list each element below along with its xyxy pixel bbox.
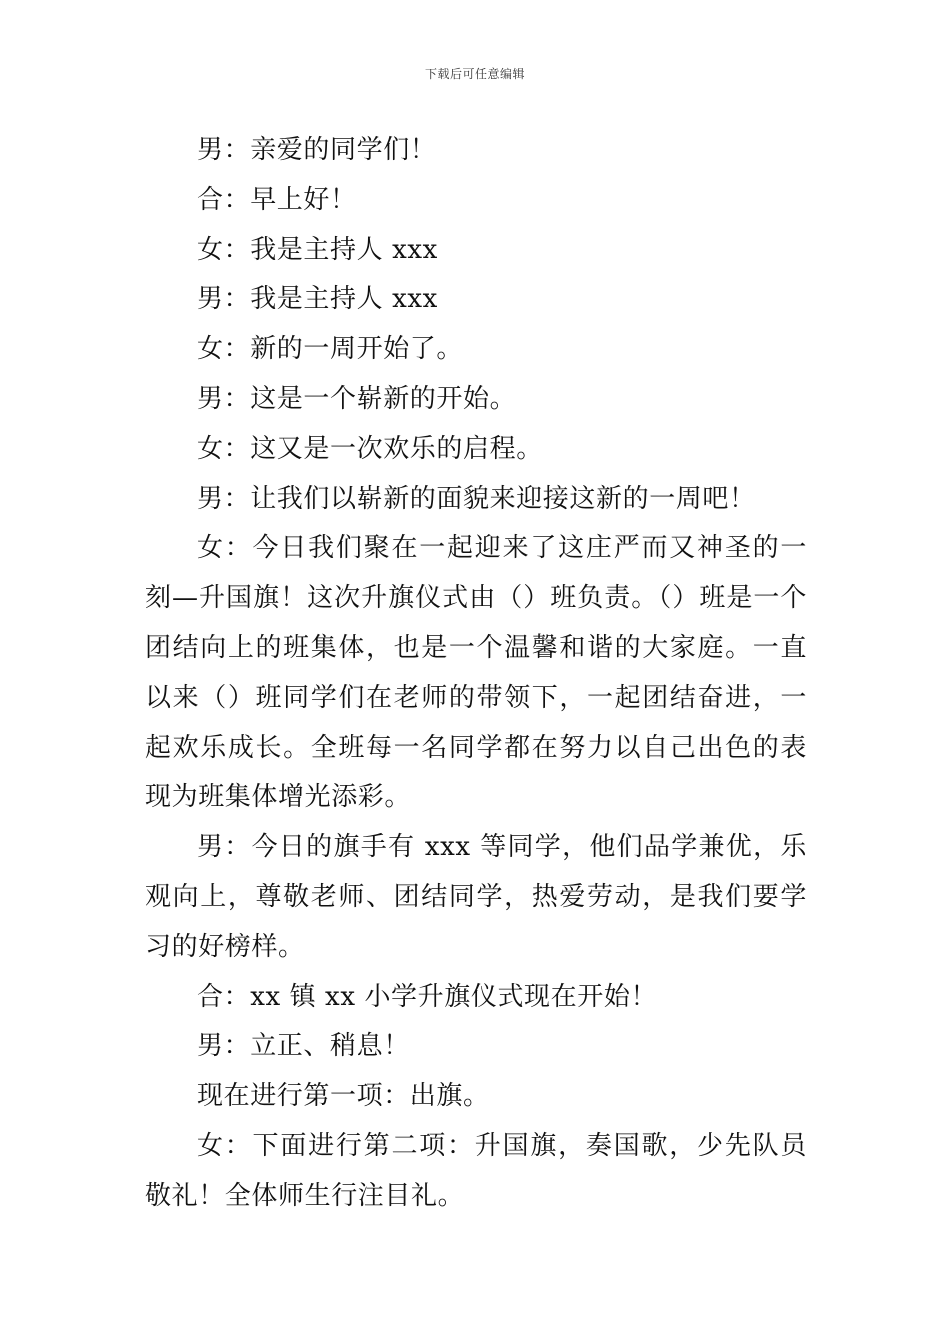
paragraph: 男：这是一个崭新的开始。 xyxy=(197,383,517,414)
document-body xyxy=(145,126,807,1222)
paragraph: 女：今日我们聚在一起迎来了这庄严而又神圣的一刻—升国旗！这次升旗仪式由（）班负责。（）班是一个团结向上的班集体，也是一个温馨和谐的大家庭。一直以来（）班同学们在老师的带领下，一起团结奋进，一起欢乐成长。全班每一名同学都在努力以自己出色的表现为班集体增光添彩。 xyxy=(145,533,807,813)
paragraph: 男：我是主持人 xxx xyxy=(197,284,438,315)
paragraph: 合：早上好！ xyxy=(197,184,357,215)
paragraph: 男：让我们以崭新的面貌来迎接这新的一周吧！ xyxy=(197,483,756,514)
paragraph: 女：新的一周开始了。 xyxy=(197,334,464,365)
paragraph: 男：亲爱的同学们！ xyxy=(197,135,437,165)
paragraph: 现在进行第一项：出旗。 xyxy=(197,1081,490,1112)
paragraph: 男：立正、稍息！ xyxy=(197,1031,410,1062)
paragraph: 女：我是主持人 xxx xyxy=(197,234,438,265)
paragraph: 女：下面进行第二项：升国旗，奏国歌，少先队员敬礼！全体师生行注目礼。 xyxy=(145,1130,807,1211)
paragraph: 男：今日的旗手有 xxx 等同学，他们品学兼优，乐观向上，尊敬老师、团结同学，热爱劳动，是我们要学习的好榜样。 xyxy=(145,832,807,962)
paragraph: 女：这又是一次欢乐的启程。 xyxy=(197,433,543,464)
paragraph: 合：xx 镇 xx 小学升旗仪式现在开始！ xyxy=(197,981,658,1012)
page-header: 下载后可任意编辑 xyxy=(424,67,525,81)
